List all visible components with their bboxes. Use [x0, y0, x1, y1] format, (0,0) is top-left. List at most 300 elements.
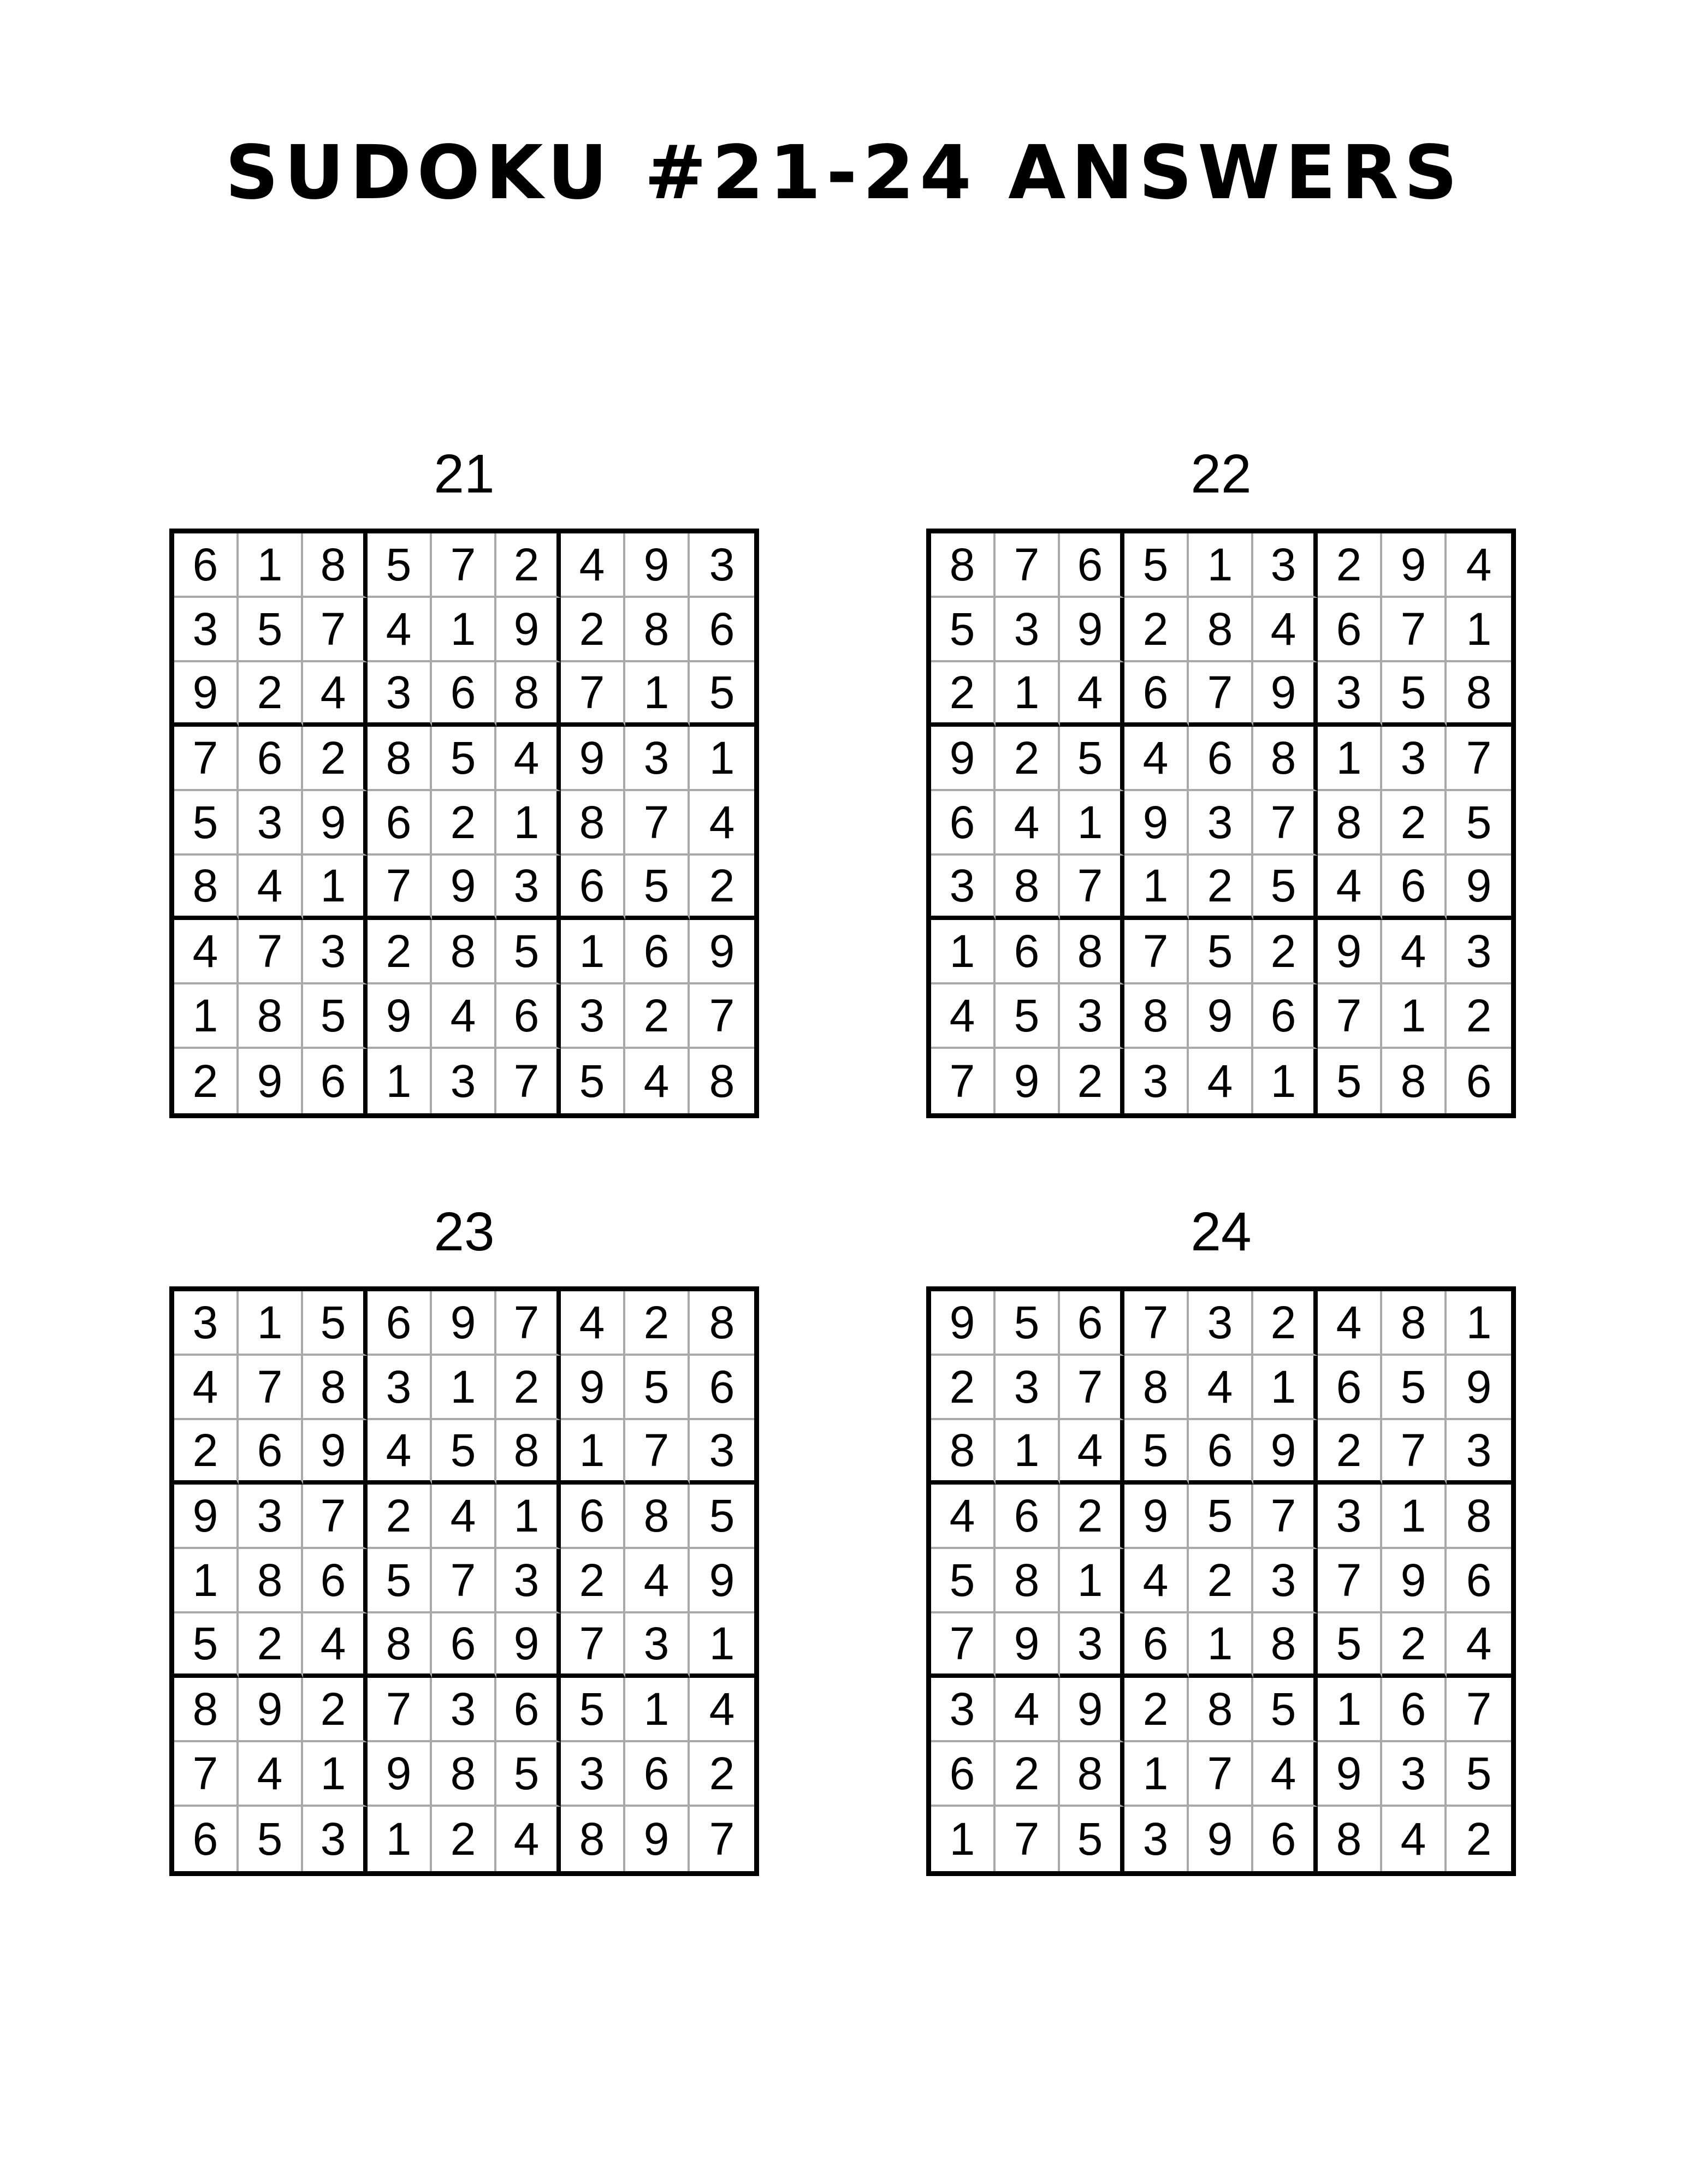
grid-cell: 4	[303, 1613, 368, 1678]
grid-cell: 3	[174, 1291, 239, 1356]
grid-cell: 8	[1124, 1356, 1189, 1420]
grid-cell: 9	[1124, 1485, 1189, 1549]
grid-cell: 8	[1124, 984, 1189, 1049]
grid-cell: 4	[690, 791, 754, 856]
grid-cell: 3	[690, 1420, 754, 1485]
grid-cell: 1	[1189, 1613, 1253, 1678]
grid-cell: 9	[996, 1613, 1060, 1678]
grid-cell: 2	[303, 1678, 368, 1742]
grid-cell: 7	[1189, 662, 1253, 727]
grid-cell: 2	[239, 662, 303, 727]
grid-cell: 2	[239, 1613, 303, 1678]
grid-cell: 7	[561, 662, 625, 727]
grid-cell: 9	[690, 920, 754, 984]
grid-cell: 7	[174, 727, 239, 791]
grid-cell: 6	[1318, 1356, 1382, 1420]
grid-cell: 2	[496, 1356, 561, 1420]
grid-cell: 4	[496, 1807, 561, 1871]
sudoku-grid	[169, 529, 759, 1118]
grid-cell: 6	[303, 1049, 368, 1113]
grid-cell: 7	[174, 1742, 239, 1807]
grid-cell: 8	[1318, 1807, 1382, 1871]
grid-cell: 8	[709, 1055, 735, 1107]
grid-cell: 3	[1253, 1549, 1318, 1613]
grid-cell: 5	[1060, 1807, 1124, 1871]
grid-cell: 5	[303, 984, 368, 1049]
grid-cell: 2	[303, 727, 368, 791]
grid-cell: 6	[996, 920, 1060, 984]
grid-cell: 7	[709, 1813, 735, 1865]
grid-cell: 6	[625, 1742, 690, 1807]
grid-cell: 9	[1318, 920, 1382, 984]
grid-cell: 3	[368, 1356, 432, 1420]
grid-cell: 3	[1253, 533, 1318, 598]
grid-cell: 6	[690, 598, 754, 662]
grid-cell: 3	[239, 1485, 303, 1549]
grid-cell: 4	[1124, 1549, 1189, 1613]
grid-cell: 6	[496, 984, 561, 1049]
grid-cell: 8	[239, 984, 303, 1049]
grid-cell: 7	[303, 1485, 368, 1549]
puzzle-number: 21	[434, 443, 495, 505]
grid-cell: 8	[1189, 598, 1253, 662]
grid-cell: 7	[1318, 1549, 1382, 1613]
grid-cell: 3	[1124, 1049, 1189, 1113]
grid-cell: 8	[303, 1356, 368, 1420]
sudoku-grid	[169, 1286, 759, 1876]
grid-cell: 5	[432, 727, 496, 791]
grid-cell: 5	[1318, 1049, 1382, 1113]
grid-cell: 5	[1318, 1613, 1382, 1678]
grid-cell: 2	[1189, 1549, 1253, 1613]
grid-cell: 7	[303, 598, 368, 662]
grid-cell: 4	[1318, 1291, 1382, 1356]
grid-cell: 3	[1447, 1420, 1511, 1485]
grid-cell: 9	[432, 856, 496, 920]
grid-cell: 6	[174, 533, 239, 598]
grid-cell: 2	[1124, 1678, 1189, 1742]
grid-cell: 7	[1253, 791, 1318, 856]
grid-cell: 3	[239, 791, 303, 856]
grid-cell: 1	[239, 533, 303, 598]
grid-cell: 3	[561, 984, 625, 1049]
grid-cell: 6	[432, 1613, 496, 1678]
grid-cell: 1	[625, 662, 690, 727]
grid-cell: 4	[368, 598, 432, 662]
grid-cell: 7	[1382, 1420, 1447, 1485]
grid-cell: 6	[239, 727, 303, 791]
grid-cell: 1	[625, 1678, 690, 1742]
grid-cell: 4	[432, 1485, 496, 1549]
grid-cell: 9	[690, 1549, 754, 1613]
grid-cell: 5	[931, 598, 996, 662]
grid-cell: 7	[496, 1049, 561, 1113]
grid-cell: 3	[996, 1356, 1060, 1420]
grid-cell: 9	[174, 1485, 239, 1549]
grid-cell: 1	[496, 1485, 561, 1549]
grid-cell: 3	[690, 533, 754, 598]
grid-cell: 2	[931, 1356, 996, 1420]
grid-cell: 7	[561, 1613, 625, 1678]
grid-cell: 8	[174, 856, 239, 920]
grid-cell: 5	[1382, 662, 1447, 727]
grid-cell: 4	[1060, 662, 1124, 727]
grid-cell: 8	[1447, 662, 1511, 727]
grid-cell: 4	[1060, 1420, 1124, 1485]
grid-cell: 7	[1253, 1485, 1318, 1549]
grid-cell: 7	[1060, 1356, 1124, 1420]
grid-cell: 4	[174, 1356, 239, 1420]
grid-cell: 9	[625, 533, 690, 598]
grid-cell: 6	[625, 920, 690, 984]
grid-cell: 8	[303, 533, 368, 598]
grid-cell: 5	[239, 1807, 303, 1871]
grid-cell: 3	[1060, 984, 1124, 1049]
grid-cell: 7	[239, 920, 303, 984]
grid-cell: 1	[1124, 856, 1189, 920]
grid-cell: 3	[625, 1613, 690, 1678]
grid-cell: 7	[931, 1049, 996, 1113]
grid-cell: 3	[1189, 1291, 1253, 1356]
grid-cell: 5	[1189, 920, 1253, 984]
grid-cell: 6	[239, 1420, 303, 1485]
grid-cell: 5	[496, 920, 561, 984]
grid-cell: 4	[1447, 533, 1511, 598]
grid-cell: 2	[1253, 920, 1318, 984]
grid-cell: 5	[996, 1291, 1060, 1356]
grid-cell: 8	[931, 533, 996, 598]
grid-cell: 3	[1447, 920, 1511, 984]
grid-cell: 4	[1382, 1807, 1447, 1871]
grid-cell: 4	[561, 1291, 625, 1356]
grid-cell: 7	[690, 984, 754, 1049]
grid-cell: 8	[1447, 1485, 1511, 1549]
grid-cell: 7	[496, 1291, 561, 1356]
grid-cell: 7	[368, 1678, 432, 1742]
grid-cell: 3	[931, 856, 996, 920]
grid-cell: 6	[1382, 1678, 1447, 1742]
grid-cell: 7	[1124, 920, 1189, 984]
grid-cell: 2	[1382, 1613, 1447, 1678]
grid-cell: 8	[1060, 920, 1124, 984]
grid-cell: 5	[303, 1291, 368, 1356]
grid-cell: 4	[432, 984, 496, 1049]
grid-cell: 2	[174, 1420, 239, 1485]
grid-cell: 6	[1060, 1291, 1124, 1356]
grid-cell: 1	[561, 920, 625, 984]
grid-cell: 8	[1382, 1049, 1447, 1113]
grid-cell: 8	[690, 1291, 754, 1356]
grid-cell: 1	[239, 1291, 303, 1356]
grid-cell: 9	[1382, 533, 1447, 598]
grid-cell: 3	[625, 727, 690, 791]
grid-cell: 9	[1382, 1549, 1447, 1613]
grid-cell: 3	[1060, 1613, 1124, 1678]
grid-cell: 7	[931, 1613, 996, 1678]
grid-cell: 1	[1318, 727, 1382, 791]
grid-cell: 1	[303, 1742, 368, 1807]
grid-cell: 4	[625, 1049, 690, 1113]
grid-cell: 9	[996, 1049, 1060, 1113]
grid-cell: 6	[561, 1485, 625, 1549]
grid-cell: 8	[625, 1485, 690, 1549]
grid-cell: 7	[1447, 727, 1511, 791]
grid-cell: 5	[1447, 791, 1511, 856]
grid-cell: 6	[1124, 662, 1189, 727]
grid-cell: 4	[931, 1485, 996, 1549]
grid-cell: 6	[931, 1742, 996, 1807]
grid-cell: 4	[239, 856, 303, 920]
grid-cell: 5	[1253, 856, 1318, 920]
grid-cell: 6	[174, 1807, 239, 1871]
grid-cell: 2	[1447, 984, 1511, 1049]
grid-cell: 7	[368, 856, 432, 920]
grid-cell: 2	[996, 1742, 1060, 1807]
grid-cell: 7	[1382, 598, 1447, 662]
grid-cell: 5	[1253, 1678, 1318, 1742]
grid-cell: 9	[1189, 984, 1253, 1049]
grid-cell: 8	[931, 1420, 996, 1485]
grid-cell: 7	[1447, 1678, 1511, 1742]
grid-cell: 8	[1060, 1742, 1124, 1807]
grid-cell: 9	[368, 1742, 432, 1807]
grid-cell: 9	[1189, 1807, 1253, 1871]
grid-cell: 1	[1253, 1049, 1318, 1113]
grid-cell: 8	[368, 727, 432, 791]
grid-cell: 2	[690, 1742, 754, 1807]
grid-cell: 3	[996, 598, 1060, 662]
page-title: SUDOKU #21-24 ANSWERS	[225, 130, 1463, 216]
grid-cell: 6	[1318, 598, 1382, 662]
grid-cell: 2	[561, 1549, 625, 1613]
grid-cell: 9	[1253, 662, 1318, 727]
grid-cell: 3	[561, 1742, 625, 1807]
grid-cell: 1	[1189, 533, 1253, 598]
grid-cell: 6	[368, 1291, 432, 1356]
grid-cell: 2	[1466, 1813, 1492, 1865]
grid-cell: 7	[1124, 1291, 1189, 1356]
grid-cell: 8	[496, 1420, 561, 1485]
grid-cell: 2	[368, 1485, 432, 1549]
grid-cell: 4	[1189, 1356, 1253, 1420]
grid-cell: 9	[239, 1678, 303, 1742]
grid-cell: 8	[368, 1613, 432, 1678]
grid-cell: 1	[174, 1549, 239, 1613]
grid-cell: 8	[1253, 727, 1318, 791]
grid-cell: 2	[1060, 1485, 1124, 1549]
grid-cell: 1	[1447, 1291, 1511, 1356]
grid-cell: 7	[625, 1420, 690, 1485]
grid-cell: 6	[1060, 533, 1124, 598]
grid-cell: 5	[561, 1049, 625, 1113]
grid-cell: 3	[496, 1549, 561, 1613]
grid-cell: 7	[1318, 984, 1382, 1049]
grid-cell: 4	[174, 920, 239, 984]
grid-cell: 5	[174, 791, 239, 856]
grid-cell: 3	[303, 920, 368, 984]
grid-cell: 8	[996, 1549, 1060, 1613]
grid-cell: 7	[432, 1549, 496, 1613]
grid-cell: 1	[996, 662, 1060, 727]
grid-cell: 3	[496, 856, 561, 920]
grid-cell: 4	[996, 1678, 1060, 1742]
grid-cell: 8	[432, 1742, 496, 1807]
grid-cell: 1	[1447, 598, 1511, 662]
grid-cell: 4	[1124, 727, 1189, 791]
grid-cell: 8	[174, 1678, 239, 1742]
grid-cell: 1	[931, 1807, 996, 1871]
grid-cell: 2	[996, 727, 1060, 791]
grid-cell: 8	[996, 856, 1060, 920]
grid-cell: 7	[996, 1807, 1060, 1871]
grid-cell: 9	[303, 791, 368, 856]
grid-cell: 7	[239, 1356, 303, 1420]
grid-cell: 5	[1124, 533, 1189, 598]
grid-cell: 3	[1382, 727, 1447, 791]
grid-cell: 9	[174, 662, 239, 727]
grid-cell: 1	[1124, 1742, 1189, 1807]
grid-cell: 2	[432, 1807, 496, 1871]
grid-cell: 6	[931, 791, 996, 856]
grid-cell: 4	[1253, 1742, 1318, 1807]
grid-cell: 9	[561, 727, 625, 791]
grid-cell: 6	[690, 1356, 754, 1420]
grid-cell: 4	[1189, 1049, 1253, 1113]
grid-cell: 6	[1189, 1420, 1253, 1485]
grid-cell: 8	[561, 791, 625, 856]
grid-cell: 8	[1253, 1613, 1318, 1678]
grid-cell: 7	[996, 533, 1060, 598]
puzzle-number: 23	[434, 1201, 495, 1262]
grid-cell: 4	[625, 1549, 690, 1613]
puzzle-number: 24	[1191, 1201, 1252, 1262]
grid-cell: 9	[239, 1049, 303, 1113]
grid-cell: 4	[1447, 1613, 1511, 1678]
grid-cell: 2	[1189, 856, 1253, 920]
grid-cell: 6	[996, 1485, 1060, 1549]
grid-cell: 1	[496, 791, 561, 856]
puzzle-number: 22	[1191, 443, 1252, 505]
grid-cell: 5	[1060, 727, 1124, 791]
grid-cell: 3	[931, 1678, 996, 1742]
grid-cell: 6	[1253, 1807, 1318, 1871]
grid-cell: 2	[931, 662, 996, 727]
grid-cell: 2	[1060, 1049, 1124, 1113]
grid-cell: 9	[1124, 791, 1189, 856]
grid-cell: 5	[1447, 1742, 1511, 1807]
grid-cell: 1	[690, 727, 754, 791]
grid-cell: 4	[1318, 856, 1382, 920]
grid-cell: 7	[1060, 856, 1124, 920]
grid-cell: 9	[432, 1291, 496, 1356]
grid-cell: 4	[561, 533, 625, 598]
grid-cell: 1	[1253, 1356, 1318, 1420]
grid-cell: 2	[1318, 1420, 1382, 1485]
grid-cell: 1	[432, 1356, 496, 1420]
grid-cell: 3	[368, 662, 432, 727]
grid-cell: 7	[1189, 1742, 1253, 1807]
grid-cell: 2	[368, 920, 432, 984]
grid-cell: 3	[174, 598, 239, 662]
grid-cell: 9	[303, 1420, 368, 1485]
grid-cell: 9	[931, 1291, 996, 1356]
grid-cell: 1	[1060, 1549, 1124, 1613]
grid-cell: 1	[1060, 791, 1124, 856]
grid-cell: 5	[1382, 1356, 1447, 1420]
grid-cell: 8	[496, 662, 561, 727]
grid-cell: 2	[496, 533, 561, 598]
grid-cell: 5	[496, 1742, 561, 1807]
grid-cell: 8	[1189, 1678, 1253, 1742]
grid-cell: 6	[432, 662, 496, 727]
grid-cell: 4	[239, 1742, 303, 1807]
grid-cell: 1	[432, 598, 496, 662]
grid-cell: 8	[625, 598, 690, 662]
grid-cell: 6	[1466, 1055, 1492, 1107]
grid-cell: 3	[1318, 1485, 1382, 1549]
grid-cell: 4	[996, 791, 1060, 856]
grid-cell: 3	[432, 1049, 496, 1113]
grid-cell: 3	[1318, 662, 1382, 727]
grid-cell: 1	[690, 1613, 754, 1678]
grid-cell: 1	[1382, 984, 1447, 1049]
grid-cell: 7	[432, 533, 496, 598]
grid-cell: 8	[432, 920, 496, 984]
grid-cell: 1	[931, 920, 996, 984]
grid-cell: 9	[1447, 856, 1511, 920]
grid-cell: 9	[496, 598, 561, 662]
grid-cell: 3	[432, 1678, 496, 1742]
grid-cell: 5	[625, 856, 690, 920]
grid-cell: 5	[368, 533, 432, 598]
grid-cell: 4	[496, 727, 561, 791]
grid-cell: 5	[561, 1678, 625, 1742]
grid-cell: 8	[1382, 1291, 1447, 1356]
grid-cell: 2	[174, 1049, 239, 1113]
grid-cell: 1	[368, 1807, 432, 1871]
grid-cell: 4	[303, 662, 368, 727]
grid-cell: 6	[1253, 984, 1318, 1049]
grid-cell: 1	[303, 856, 368, 920]
grid-cell: 5	[432, 1420, 496, 1485]
grid-cell: 6	[368, 791, 432, 856]
grid-cell: 5	[174, 1613, 239, 1678]
grid-cell: 6	[1124, 1613, 1189, 1678]
grid-cell: 5	[1124, 1420, 1189, 1485]
grid-cell: 4	[931, 984, 996, 1049]
grid-cell: 7	[625, 791, 690, 856]
grid-cell: 2	[1382, 791, 1447, 856]
grid-cell: 9	[625, 1807, 690, 1871]
grid-cell: 5	[690, 662, 754, 727]
grid-cell: 8	[1318, 791, 1382, 856]
grid-cell: 5	[690, 1485, 754, 1549]
grid-cell: 6	[303, 1549, 368, 1613]
grid-cell: 4	[690, 1678, 754, 1742]
grid-cell: 2	[625, 1291, 690, 1356]
grid-cell: 9	[1447, 1356, 1511, 1420]
grid-cell: 2	[1318, 533, 1382, 598]
grid-cell: 4	[1382, 920, 1447, 984]
grid-cell: 1	[1318, 1678, 1382, 1742]
grid-cell: 1	[174, 984, 239, 1049]
grid-cell: 4	[1253, 598, 1318, 662]
grid-cell: 9	[561, 1356, 625, 1420]
sudoku-grid	[926, 529, 1516, 1118]
grid-cell: 2	[1253, 1291, 1318, 1356]
grid-cell: 6	[1189, 727, 1253, 791]
grid-cell: 9	[368, 984, 432, 1049]
